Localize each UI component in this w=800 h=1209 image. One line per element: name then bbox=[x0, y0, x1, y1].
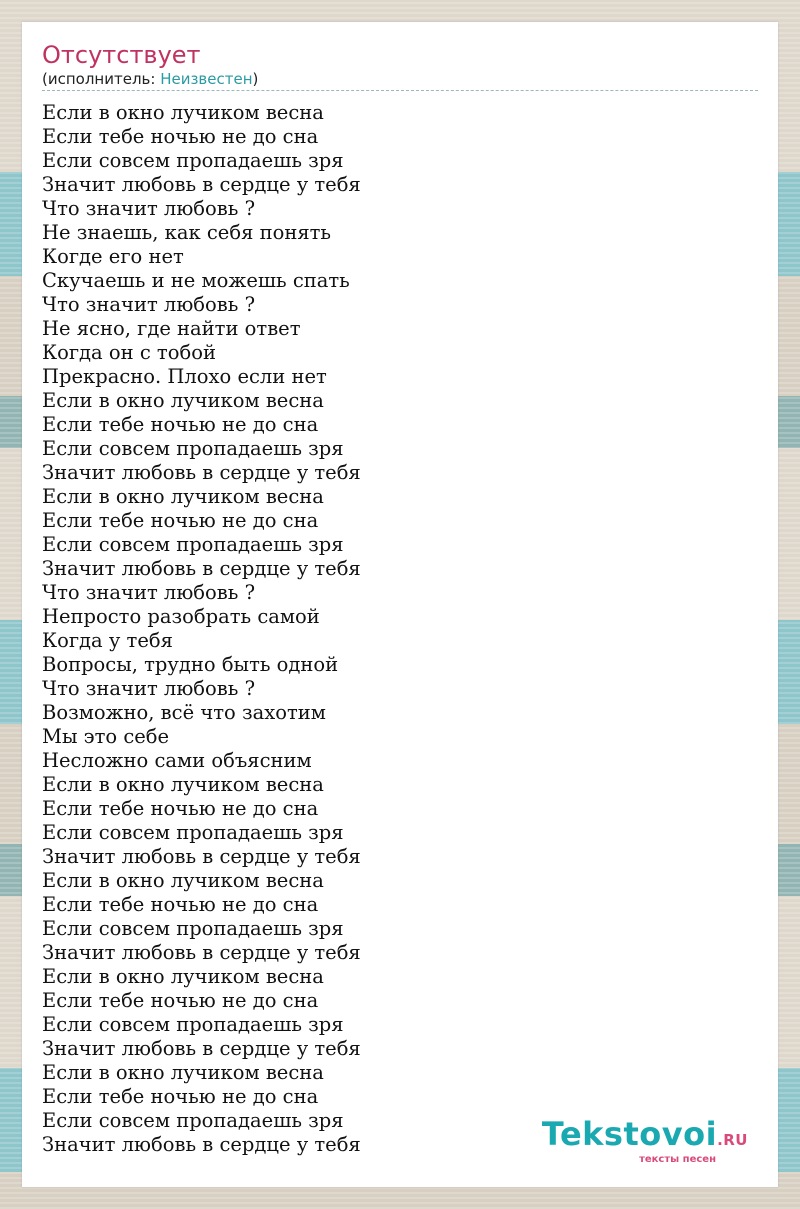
site-logo[interactable] bbox=[542, 1117, 748, 1165]
artist-link[interactable]: Неизвестен bbox=[160, 70, 253, 88]
lyric-line: Если тебе ночью не до сна bbox=[42, 797, 319, 820]
lyric-line: Если совсем пропадаешь зря bbox=[42, 1109, 344, 1132]
lyric-line: Если в окно лучиком весна bbox=[42, 869, 324, 892]
lyric-line: Непросто разобрать самой bbox=[42, 605, 320, 628]
lyric-line: Если в окно лучиком весна bbox=[42, 1061, 324, 1084]
lyric-line: Не знаешь, как себя понять bbox=[42, 221, 332, 244]
lyric-line: Значит любовь в сердце у тебя bbox=[42, 557, 361, 580]
lyric-line: Если совсем пропадаешь зря bbox=[42, 917, 344, 940]
artist-suffix: ) bbox=[252, 70, 259, 88]
lyric-line: Значит любовь в сердце у тебя bbox=[42, 1037, 361, 1060]
lyric-line: Если совсем пропадаешь зря bbox=[42, 533, 344, 556]
lyric-line: Когде его нет bbox=[42, 245, 184, 268]
lyric-line: Значит любовь в сердце у тебя bbox=[42, 845, 361, 868]
lyric-line: Значит любовь в сердце у тебя bbox=[42, 173, 361, 196]
lyric-line: Несложно сами объясним bbox=[42, 749, 312, 772]
logo-name: Tekstovoi bbox=[541, 1115, 718, 1153]
logo-tld: .RU bbox=[717, 1131, 748, 1149]
lyric-line: Вопросы, трудно быть одной bbox=[42, 653, 339, 676]
lyrics-card bbox=[22, 22, 778, 1187]
lyric-line: Если тебе ночью не до сна bbox=[42, 125, 319, 148]
artist-line bbox=[42, 70, 758, 91]
lyric-line: Если в окно лучиком весна bbox=[42, 965, 324, 988]
lyric-line: Когда у тебя bbox=[42, 629, 173, 652]
lyric-line: Когда он с тобой bbox=[42, 341, 216, 364]
lyric-line: Если совсем пропадаешь зря bbox=[42, 821, 344, 844]
logo-wordmark bbox=[542, 1117, 748, 1157]
lyric-line: Что значит любовь ? bbox=[42, 197, 256, 220]
lyric-line: Возможно, всё что захотим bbox=[42, 701, 326, 724]
lyric-line: Если в окно лучиком весна bbox=[42, 389, 324, 412]
lyric-line: Если в окно лучиком весна bbox=[42, 101, 324, 124]
artist-prefix: (исполнитель: bbox=[42, 70, 161, 88]
lyrics-body bbox=[42, 101, 758, 1157]
lyric-line: Что значит любовь ? bbox=[42, 581, 256, 604]
lyric-line: Если тебе ночью не до сна bbox=[42, 509, 319, 532]
lyric-line: Если совсем пропадаешь зря bbox=[42, 149, 344, 172]
lyric-line: Мы это себе bbox=[42, 725, 170, 748]
logo-tagline: тексты песен bbox=[639, 1154, 716, 1165]
lyric-line: Значит любовь в сердце у тебя bbox=[42, 1133, 361, 1156]
lyric-line: Если в окно лучиком весна bbox=[42, 485, 324, 508]
lyric-line: Не ясно, где найти ответ bbox=[42, 317, 301, 340]
lyric-line: Прекрасно. Плохо если нет bbox=[42, 365, 327, 388]
song-title: Отсутствует bbox=[42, 41, 201, 69]
lyric-line: Если тебе ночью не до сна bbox=[42, 893, 319, 916]
lyric-line: Если тебе ночью не до сна bbox=[42, 989, 319, 1012]
lyric-line: Значит любовь в сердце у тебя bbox=[42, 941, 361, 964]
lyric-line: Скучаешь и не можешь спать bbox=[42, 269, 350, 292]
lyric-line: Что значит любовь ? bbox=[42, 293, 256, 316]
lyric-line: Если в окно лучиком весна bbox=[42, 773, 324, 796]
lyric-line: Если тебе ночью не до сна bbox=[42, 1085, 319, 1108]
lyric-line: Если тебе ночью не до сна bbox=[42, 413, 319, 436]
lyric-line: Если совсем пропадаешь зря bbox=[42, 437, 344, 460]
lyric-line: Если совсем пропадаешь зря bbox=[42, 1013, 344, 1036]
lyric-line: Что значит любовь ? bbox=[42, 677, 256, 700]
lyric-line: Значит любовь в сердце у тебя bbox=[42, 461, 361, 484]
